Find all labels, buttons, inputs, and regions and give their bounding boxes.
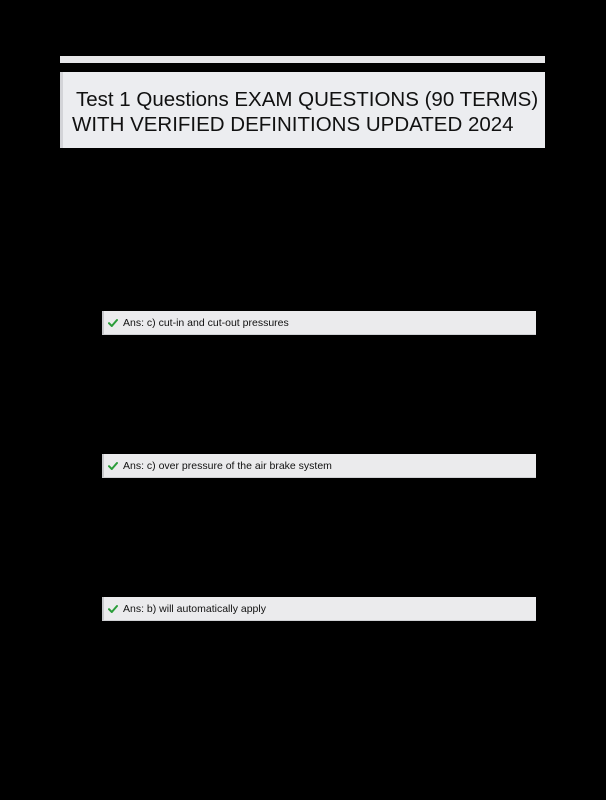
check-icon — [108, 318, 118, 328]
check-icon — [108, 461, 118, 471]
answer-box — [102, 454, 536, 478]
page-title-line-2: WITH VERIFIED DEFINITIONS UPDATED 2024 — [72, 113, 514, 136]
top-divider — [60, 56, 545, 63]
answer-box — [102, 597, 536, 621]
answer-text: Ans: c) over pressure of the air brake system — [123, 459, 332, 472]
page-title-line-1: Test 1 Questions EXAM QUESTIONS (90 TERMS) — [76, 88, 539, 111]
check-icon — [108, 604, 118, 614]
title-banner — [60, 72, 545, 148]
answer-text: Ans: b) will automatically apply — [123, 602, 266, 615]
answer-text: Ans: c) cut-in and cut-out pressures — [123, 316, 289, 329]
answer-box — [102, 311, 536, 335]
